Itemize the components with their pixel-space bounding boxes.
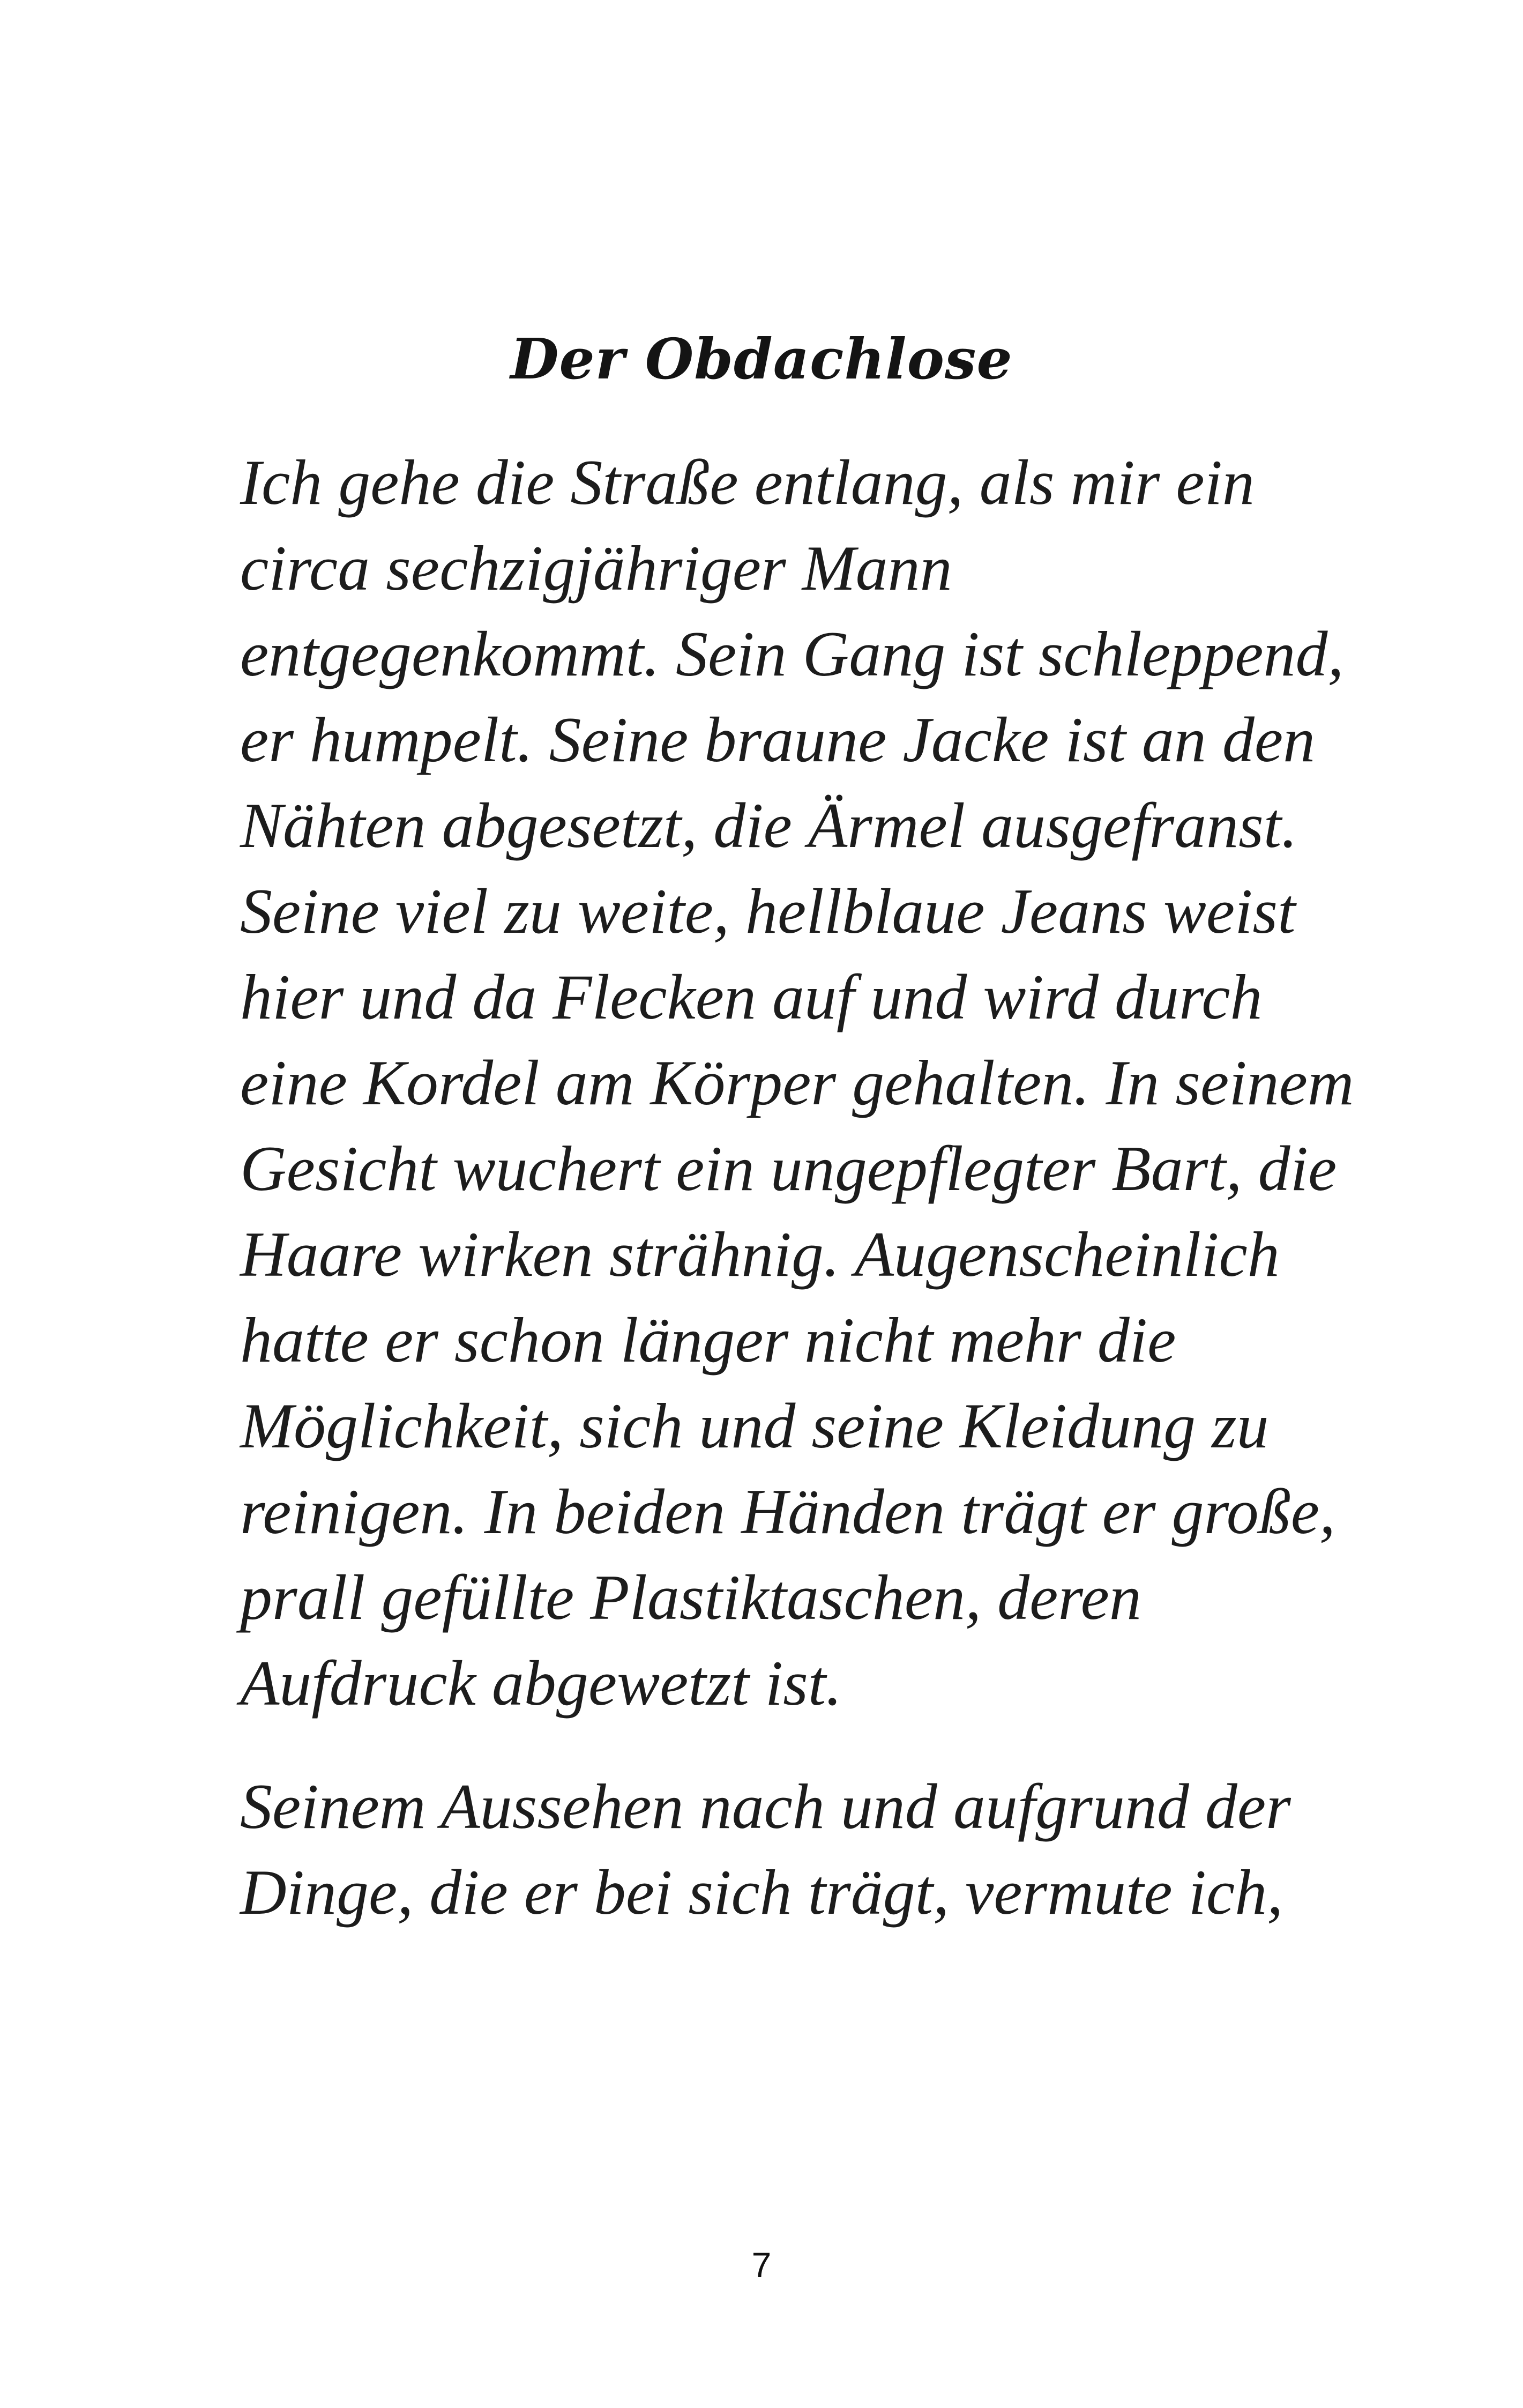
text-line: Gesicht wuchert ein ungepflegter Bart, die <box>240 1133 1337 1204</box>
text-line: Ich gehe die Straße entlang, als mir ein <box>240 447 1255 518</box>
text-line: circa sechzigjähriger Mann <box>240 532 952 604</box>
page-number: 7 <box>751 2245 772 2285</box>
text-line: Seinem Aussehen nach und aufgrund der <box>240 1771 1291 1842</box>
paragraph-spacer <box>240 1726 1312 1764</box>
text-line: Nähten abgesetzt, die Ärmel ausgefranst. <box>240 790 1298 861</box>
paragraph-2 <box>240 1764 1312 1935</box>
text-line: er humpelt. Seine braune Jacke ist an den <box>240 704 1316 775</box>
text-line: prall gefüllte Plastiktaschen, deren <box>240 1562 1141 1633</box>
text-line: eine Kordel am Körper gehalten. In seinem <box>240 1047 1354 1118</box>
text-line: Haare wirken strähnig. Augenscheinlich <box>240 1218 1280 1290</box>
text-line: Möglichkeit, sich und seine Kleidung zu <box>240 1390 1269 1461</box>
chapter-title: Der Obdachlose <box>510 326 1013 392</box>
text-line: Aufdruck abgewetzt ist. <box>240 1647 842 1719</box>
text-line: reinigen. In beiden Händen trägt er große, <box>240 1476 1336 1547</box>
paragraph-1 <box>240 440 1354 1726</box>
text-line: entgegenkommt. Sein Gang ist schleppend, <box>240 618 1344 689</box>
text-line: Seine viel zu weite, hellblaue Jeans weist <box>240 875 1296 947</box>
body-text <box>240 440 1354 1935</box>
text-line: hatte er schon länger nicht mehr die <box>240 1304 1176 1376</box>
text-line: Dinge, die er bei sich trägt, vermute ich, <box>240 1856 1283 1928</box>
text-line: hier und da Flecken auf und wird durch <box>240 961 1263 1032</box>
